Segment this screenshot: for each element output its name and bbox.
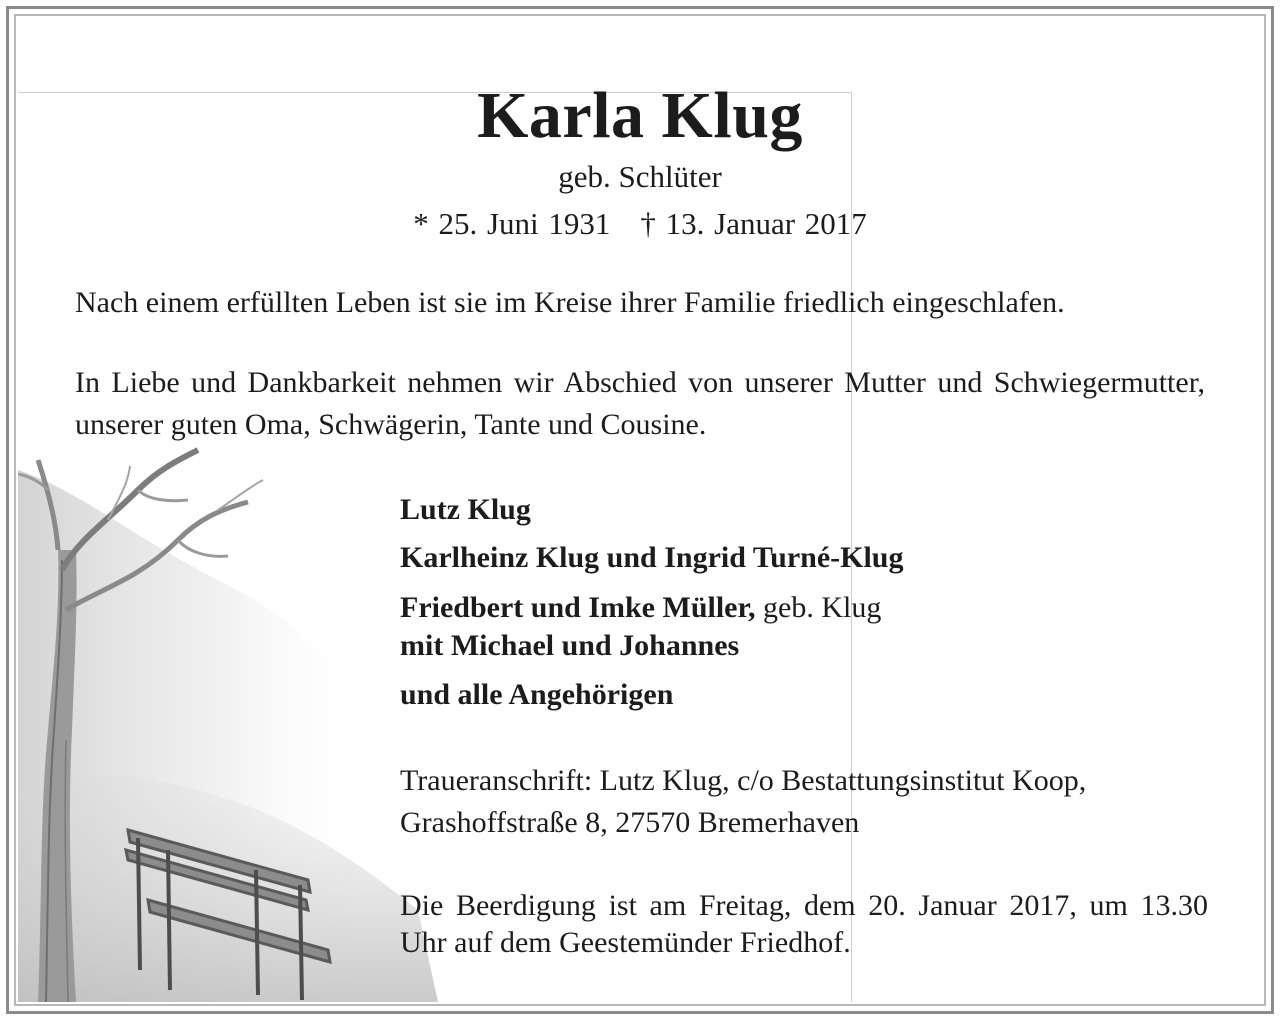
- signatory-name: Lutz Klug: [400, 493, 531, 526]
- signatory-name: und alle Angehörigen: [400, 678, 674, 711]
- deceased-name: Karla Klug: [477, 79, 803, 152]
- signatory-line: [400, 627, 1210, 665]
- life-dates: [0, 204, 1280, 244]
- farewell-paragraph: In Liebe und Dankbarkeit nehmen wir Abschied von unserer Mutter und Schwiegermutter, unserer guten Oma, Schwägerin, Tante und Cousine.: [75, 366, 1205, 441]
- birth-date: * 25. Juni 1931: [413, 206, 611, 241]
- signatory-name: mit Michael und Johannes: [400, 629, 740, 662]
- address-line: Traueranschrift: Lutz Klug, c/o Bestattungsinstitut Koop,: [400, 764, 1087, 797]
- address-line: Grashoffstraße 8, 27570 Bremerhaven: [400, 806, 860, 839]
- mourning-address: [400, 760, 1210, 844]
- signatory-name: Friedbert und Imke Müller,: [400, 591, 756, 624]
- maiden-name: geb. Schlüter: [558, 159, 722, 194]
- signatory-line: [400, 539, 1210, 577]
- tree-and-bench-illustration: [18, 430, 438, 1002]
- death-date: † 13. Januar 2017: [640, 206, 867, 241]
- signatory-line: [400, 589, 1210, 627]
- signatory-line: [400, 676, 1210, 714]
- funeral-details: Die Beerdigung ist am Freitag, dem 20. Januar 2017, um 13.30 Uhr auf dem Geestemünder Friedhof.: [400, 889, 1208, 959]
- signatory-line: [400, 491, 1210, 529]
- signatory-name: Karlheinz Klug und Ingrid Turné-Klug: [400, 541, 904, 574]
- signatory-maiden-name: geb. Klug: [755, 591, 882, 624]
- intro-paragraph: Nach einem erfüllten Leben ist sie im Kreise ihrer Familie friedlich eingeschlafen.: [75, 286, 1065, 319]
